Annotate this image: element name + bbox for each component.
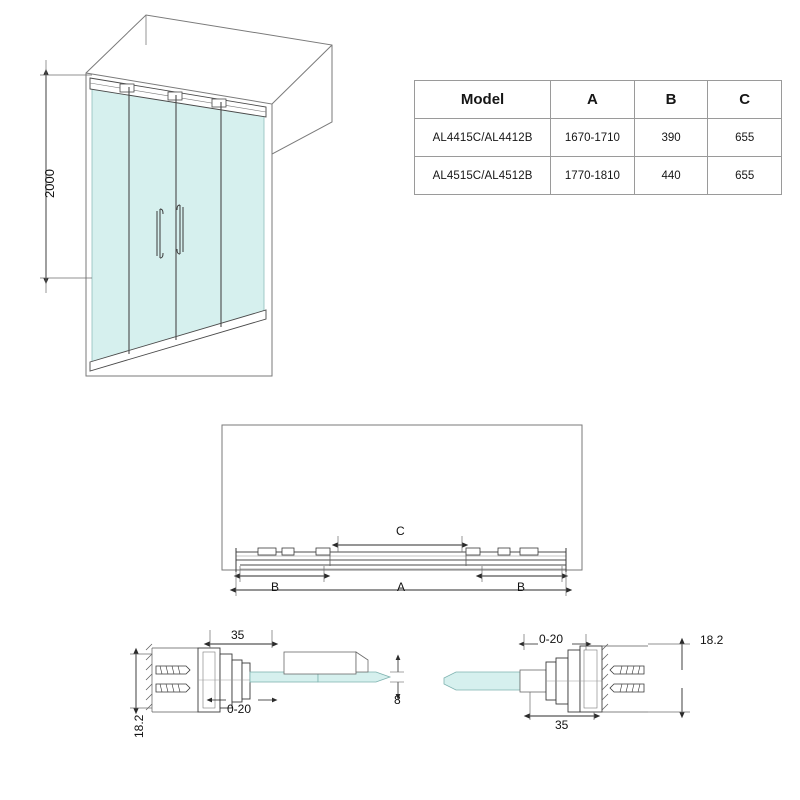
right-profile-detail (444, 634, 690, 720)
header-a: A (551, 81, 635, 119)
glass-section-right (444, 670, 546, 692)
label-plan-b-left: B (271, 580, 280, 594)
profile-body-right (546, 646, 602, 712)
label-plan-b-right: B (517, 580, 526, 594)
label-detail-left-35: 35 (231, 628, 245, 642)
cell-a: 1770-1810 (551, 157, 635, 195)
label-plan-c: C (396, 524, 405, 538)
dim-18-2-right (648, 644, 690, 712)
wall-anchor-left (156, 666, 190, 692)
header-c: C (708, 81, 782, 119)
table-row (415, 119, 782, 157)
label-detail-left-0-20: 0-20 (227, 702, 252, 716)
dim-b-left (240, 566, 324, 582)
cell-c: 655 (708, 157, 782, 195)
dim-18-2-left (130, 654, 152, 708)
label-detail-left-8: 8 (394, 693, 401, 707)
wall-hatch-right (602, 644, 648, 712)
label-detail-right-35: 35 (555, 718, 569, 732)
table-row (415, 157, 782, 195)
cell-b: 390 (634, 119, 708, 157)
cell-c: 655 (708, 119, 782, 157)
cell-model: AL4515C/AL4512B (415, 157, 551, 195)
front-perspective-view (40, 15, 332, 376)
table-header-row (415, 81, 782, 119)
dim-c (338, 536, 462, 552)
dim-8-left (390, 660, 404, 694)
label-plan-a: A (397, 580, 406, 594)
wall-hatch-left (146, 644, 198, 712)
plan-track-assembly (236, 548, 566, 572)
model-specification-table (414, 80, 782, 195)
cell-b: 440 (634, 157, 708, 195)
cell-a: 1670-1710 (551, 119, 635, 157)
label-detail-left-18-2: 18.2 (132, 714, 146, 738)
header-b: B (634, 81, 708, 119)
glass-section-left (250, 652, 390, 682)
label-detail-right-18-2: 18.2 (700, 633, 724, 647)
label-height-2000: 2000 (42, 169, 57, 198)
label-detail-right-0-20: 0-20 (539, 632, 564, 646)
plan-view (222, 425, 582, 596)
wall-anchor-right (610, 666, 644, 692)
cell-model: AL4415C/AL4412B (415, 119, 551, 157)
left-profile-detail (130, 630, 404, 712)
header-model: Model (415, 81, 551, 119)
